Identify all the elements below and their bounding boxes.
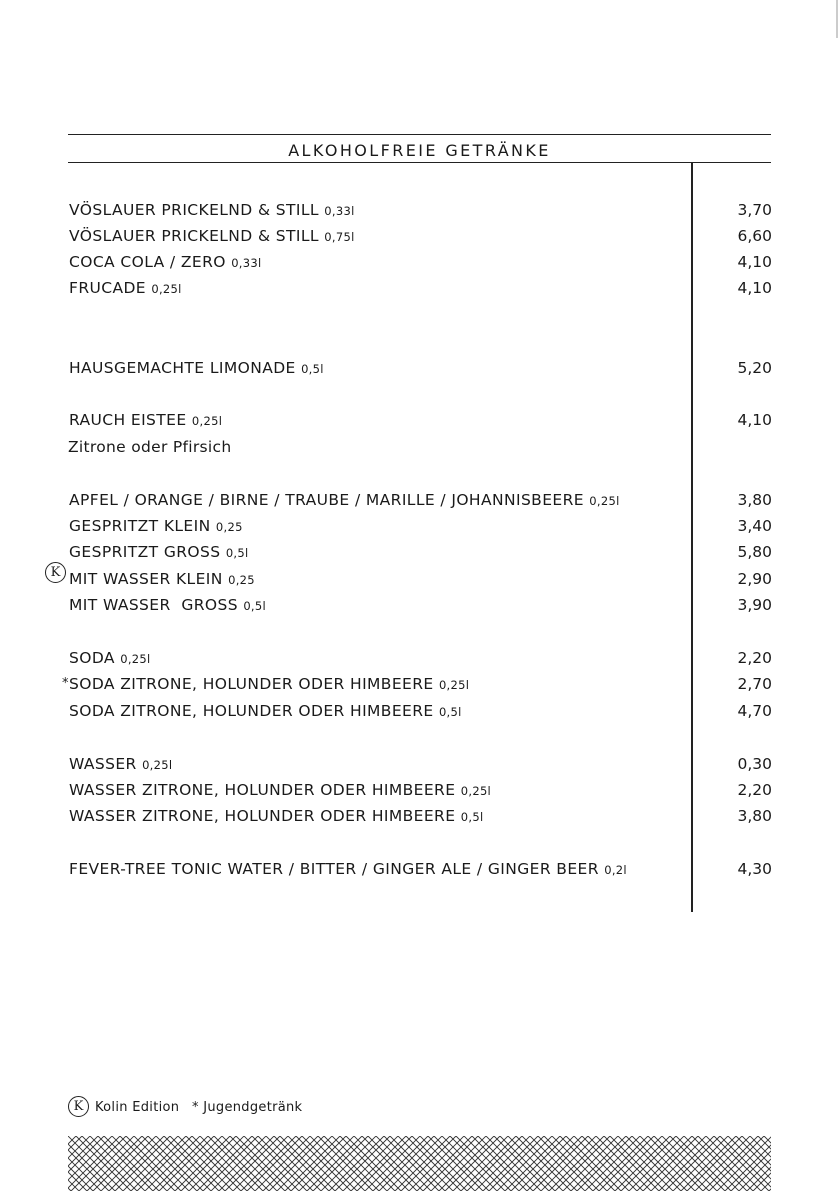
- menu-item: [0, 753, 840, 775]
- item-price: 4,30: [737, 860, 772, 878]
- item-volume: 0,25l: [142, 758, 173, 772]
- item-price: 6,60: [737, 227, 772, 245]
- header-top-rule: [68, 134, 771, 135]
- item-name: [69, 515, 243, 538]
- item-volume: 0,5l: [225, 546, 249, 560]
- item-name-text: FRUCADE: [69, 279, 146, 297]
- menu-item: [0, 647, 840, 669]
- item-price: 3,80: [737, 491, 772, 509]
- item-name: [69, 594, 266, 617]
- item-name-text: MIT WASSER GROSS: [69, 596, 238, 614]
- item-name-text: VÖSLAUER PRICKELND & STILL: [69, 227, 319, 245]
- menu-item: [0, 779, 840, 801]
- item-price: 2,70: [737, 675, 772, 693]
- item-price: 4,10: [737, 279, 772, 297]
- menu-item: [0, 277, 840, 299]
- kolin-edition-icon: K: [45, 562, 66, 583]
- item-name: [69, 489, 620, 512]
- item-name-text: RAUCH EISTEE: [69, 411, 187, 429]
- item-name-text: SODA ZITRONE, HOLUNDER ODER HIMBEERE: [69, 702, 434, 720]
- item-price: 2,20: [737, 781, 772, 799]
- item-price: 2,20: [737, 649, 772, 667]
- item-name: [69, 225, 355, 248]
- menu-item: [0, 251, 840, 273]
- item-price: 3,40: [737, 517, 772, 535]
- menu-item: [0, 541, 840, 563]
- page-edge-mark: [836, 0, 838, 38]
- item-name: [69, 251, 262, 274]
- item-name-text: SODA: [69, 649, 115, 667]
- item-name-text: WASSER: [69, 755, 137, 773]
- item-price: 4,10: [737, 411, 772, 429]
- item-name: [69, 858, 627, 881]
- item-price: 3,70: [737, 201, 772, 219]
- item-volume: 0,25: [228, 573, 255, 587]
- header-bottom-rule: [68, 162, 771, 163]
- item-price: 3,80: [737, 807, 772, 825]
- item-name: [69, 277, 182, 300]
- item-price: 3,90: [737, 596, 772, 614]
- item-name: [69, 199, 355, 222]
- item-name-text: GESPRITZT KLEIN: [69, 517, 211, 535]
- item-name: [69, 779, 491, 802]
- item-volume: 0,2l: [604, 863, 627, 877]
- item-volume: 0,25l: [438, 678, 470, 692]
- item-name-text: VÖSLAUER PRICKELND & STILL: [69, 201, 319, 219]
- menu-item: [0, 357, 840, 379]
- item-volume: 0,33l: [231, 256, 262, 270]
- item-volume: 0,25l: [151, 282, 182, 296]
- item-volume: 0,33l: [324, 204, 355, 218]
- item-price: 5,20: [737, 359, 772, 377]
- menu-item: [0, 858, 840, 880]
- item-name-text: APFEL / ORANGE / BIRNE / TRAUBE / MARILLE / JOHANNISBEERE: [69, 491, 584, 509]
- item-volume: 0,25l: [120, 652, 151, 666]
- item-subtitle: Zitrone oder Pfirsich: [68, 438, 232, 456]
- page-title: ALKOHOLFREIE GETRÄNKE: [288, 141, 551, 160]
- item-volume: 0,5l: [301, 362, 324, 376]
- menu-item: [0, 199, 840, 221]
- menu-item: [0, 225, 840, 247]
- item-name-text: GESPRITZT GROSS: [69, 543, 221, 561]
- item-volume: 0,25l: [460, 784, 492, 798]
- menu-item: [0, 673, 840, 695]
- menu-item: [0, 409, 840, 431]
- item-name-text: WASSER ZITRONE, HOLUNDER ODER HIMBEERE: [69, 781, 456, 799]
- item-name: [69, 647, 151, 670]
- kolin-edition-icon: K: [68, 1096, 89, 1117]
- menu-item: [0, 565, 840, 590]
- menu-item: [0, 594, 840, 616]
- item-name: [69, 568, 255, 591]
- menu-item: [0, 700, 840, 722]
- item-name: [69, 541, 249, 564]
- item-name: [69, 357, 324, 380]
- legend: [68, 1096, 468, 1120]
- menu-item: [0, 489, 840, 511]
- item-name-text: SODA ZITRONE, HOLUNDER ODER HIMBEERE: [69, 675, 434, 693]
- item-price: 5,80: [737, 543, 772, 561]
- item-name-text: MIT WASSER KLEIN: [69, 570, 223, 588]
- item-name: [69, 700, 462, 723]
- item-price: 4,10: [737, 253, 772, 271]
- item-price: 2,90: [737, 570, 772, 588]
- item-name: [69, 409, 222, 432]
- menu-item: [0, 805, 840, 827]
- item-name-text: WASSER ZITRONE, HOLUNDER ODER HIMBEERE: [69, 807, 456, 825]
- item-name: [62, 673, 470, 696]
- kolin-edition-label: Kolin Edition: [95, 1100, 180, 1115]
- youth-drink-label: * Jugendgetränk: [192, 1100, 303, 1115]
- item-name: [69, 805, 483, 828]
- item-price: 0,30: [737, 755, 772, 773]
- menu-item: [0, 515, 840, 537]
- item-name-text: HAUSGEMACHTE LIMONADE: [69, 359, 296, 377]
- item-price: 4,70: [737, 702, 772, 720]
- youth-drink-marker: *: [62, 676, 69, 691]
- item-volume: 0,25: [215, 520, 243, 534]
- item-name-text: COCA COLA / ZERO: [69, 253, 226, 271]
- item-volume: 0,25l: [589, 494, 620, 508]
- item-name: [69, 753, 172, 776]
- item-name-text: FEVER-TREE TONIC WATER / BITTER / GINGER ALE / GINGER BEER: [69, 860, 599, 878]
- item-volume: 0,25l: [191, 414, 223, 428]
- item-volume: 0,5l: [243, 599, 266, 613]
- item-volume: 0,75l: [324, 230, 355, 244]
- decorative-crosshatch-pattern: [68, 1136, 771, 1191]
- item-volume: 0,5l: [460, 810, 484, 824]
- item-volume: 0,5l: [438, 705, 462, 719]
